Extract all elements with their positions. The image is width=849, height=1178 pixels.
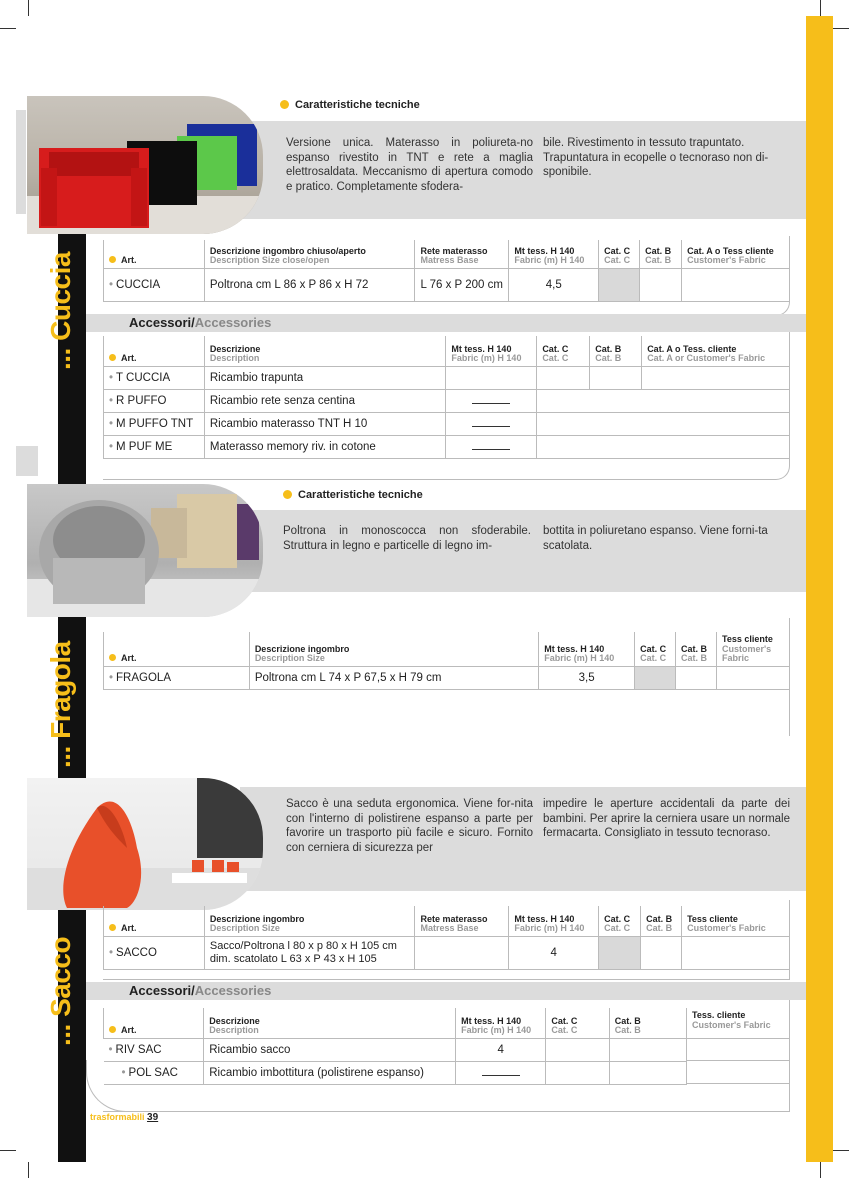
col-header-catc: Cat. C Cat. C xyxy=(599,240,640,268)
table-row: • RIV SAC Ricambio sacco 4 xyxy=(104,1038,687,1061)
sacco-table: Art. Descrizione ingombro Description Size Rete materasso Matress Base Mt tess. H 140 Fabric (m) H 140 Cat. C Cat. C Cat. B Cat. B Tess cliente Customer's Fabric • SACCO Sacco/Poltrona l 80 x p 80 x H 105 cm dim. scatolato L 63 x P 43 x H 105 4 xyxy=(103,906,790,970)
dash-mark xyxy=(472,419,510,427)
sacco-text-col2: impedire le aperture accidentali da parte dei bambini. Per aprire la cerniera usare un normale fermacarta. Consigliato in tessuto tecnoraso. xyxy=(543,798,790,839)
section-title-sacco: ... Sacco xyxy=(45,936,76,1046)
sacco-accessories-table: Art. Descrizione Description Mt tess. H 140 Fabric (m) H 140 Cat. C Cat. C Cat. B Cat. B • RIV SAC Ricambio sacco 4 • POL SAC Ricambio imbottitura (polistirene espanso) xyxy=(103,1008,687,1085)
fragola-text-col1: Poltrona in monoscocca non sfoderabile. Struttura in legno e particelle di legno im- xyxy=(283,525,531,552)
cuccia-heading: Caratteristiche tecniche xyxy=(280,99,420,111)
fragola-text-col2: bottita in poliuretano espanso. Viene forni-ta scatolata. xyxy=(543,525,768,552)
fragola-photo xyxy=(27,484,263,617)
col-header-desc: Descrizione ingombro chiuso/aperto Description Size close/open xyxy=(204,240,415,268)
dash-mark xyxy=(472,396,510,404)
col-header-cata: Cat. A o Tess cliente Customer's Fabric xyxy=(682,240,790,268)
table-row: • M PUF ME Materasso memory riv. in cotone xyxy=(104,435,790,458)
cuccia-text-col2: bile. Rivestimento in tessuto trapuntato. Trapuntatura in ecopelle o tecnoraso non di-sponibile. xyxy=(543,137,769,178)
table-row: • M PUFFO TNT Ricambio materasso TNT H 10 xyxy=(104,412,790,435)
cuccia-photo xyxy=(27,96,263,234)
table-row: • POL SAC Ricambio imbottitura (polistirene espanso) xyxy=(104,1061,687,1084)
table-row: • T CUCCIA Ricambio trapunta xyxy=(104,366,790,389)
col-header-art: Art. xyxy=(104,240,205,268)
sacco-text-col1: Sacco è una seduta ergonomica. Viene for-nita con l'interno di polistirene espanso a parte per favorire un trasporto più facile e sicuro. Fornito con cerniera di sicurezza per xyxy=(286,798,533,854)
cuccia-text-col1: Versione unica. Materasso in poliureta-no espanso rivestito in TNT e rete a maglia elettrosaldata. Meccanismo di apertura comodo e pratico. Completamente sfodera- xyxy=(286,137,533,193)
col-header-rete: Rete materasso Matress Base xyxy=(415,240,509,268)
fragola-heading: Caratteristiche tecniche xyxy=(283,489,423,501)
section-title-fragola: ... Fragola xyxy=(45,641,76,768)
sacco-accessories-bar: Accessori/Accessories xyxy=(86,982,806,1000)
page-footer: trasformabili 39 xyxy=(90,1112,159,1123)
table-row: • SACCO Sacco/Poltrona l 80 x p 80 x H 105 cm dim. scatolato L 63 x P 43 x H 105 4 xyxy=(104,936,790,969)
sacco-acc-extra-col: Tess. cliente Customer's Fabric xyxy=(687,1008,790,1091)
bullet-icon xyxy=(280,100,289,109)
section-title-cuccia: ... Cuccia xyxy=(45,252,76,370)
sacco-photo xyxy=(27,778,263,910)
bullet-icon xyxy=(283,490,292,499)
cuccia-accessories-table: Art. Descrizione Description Mt tess. H 140 Fabric (m) H 140 Cat. C Cat. C Cat. B Cat. B Cat. A o Tess. cliente Cat. A or Customer's Fabric • T CUCCIA Ricambio trapunta • R PUFFO Ricambio rete senza centina • M PUFFO TNT Ricambio materasso TNT H 10 • M PUF ME Materasso memory riv. in cotone xyxy=(103,336,790,459)
cuccia-table xyxy=(103,240,790,302)
cuccia-accessories-bar: Accessori/Accessories xyxy=(86,314,806,332)
table-row: • CUCCIA Poltrona cm L 86 x P 86 x H 72 L 76 x P 200 cm 4,5 xyxy=(104,268,790,301)
table-row: • FRAGOLA Poltrona cm L 74 x P 67,5 x H 79 cm 3,5 xyxy=(104,666,790,689)
grey-tab xyxy=(16,446,38,476)
table-row: • R PUFFO Ricambio rete senza centina xyxy=(104,389,790,412)
dash-mark xyxy=(472,442,510,450)
fragola-table: Art. Descrizione ingombro Description Size Mt tess. H 140 Fabric (m) H 140 Cat. C Cat. C Cat. B Cat. B Tess cliente Customer's Fabric • FRAGOLA Poltrona cm L 74 x P 67,5 x H 79 cm 3,5 xyxy=(103,632,790,690)
col-header-mt: Mt tess. H 140 Fabric (m) H 140 xyxy=(509,240,599,268)
yellow-side-bar xyxy=(806,16,833,1162)
dash-mark xyxy=(482,1068,520,1076)
col-header-catb: Cat. B Cat. B xyxy=(640,240,682,268)
grey-tab xyxy=(16,110,26,214)
